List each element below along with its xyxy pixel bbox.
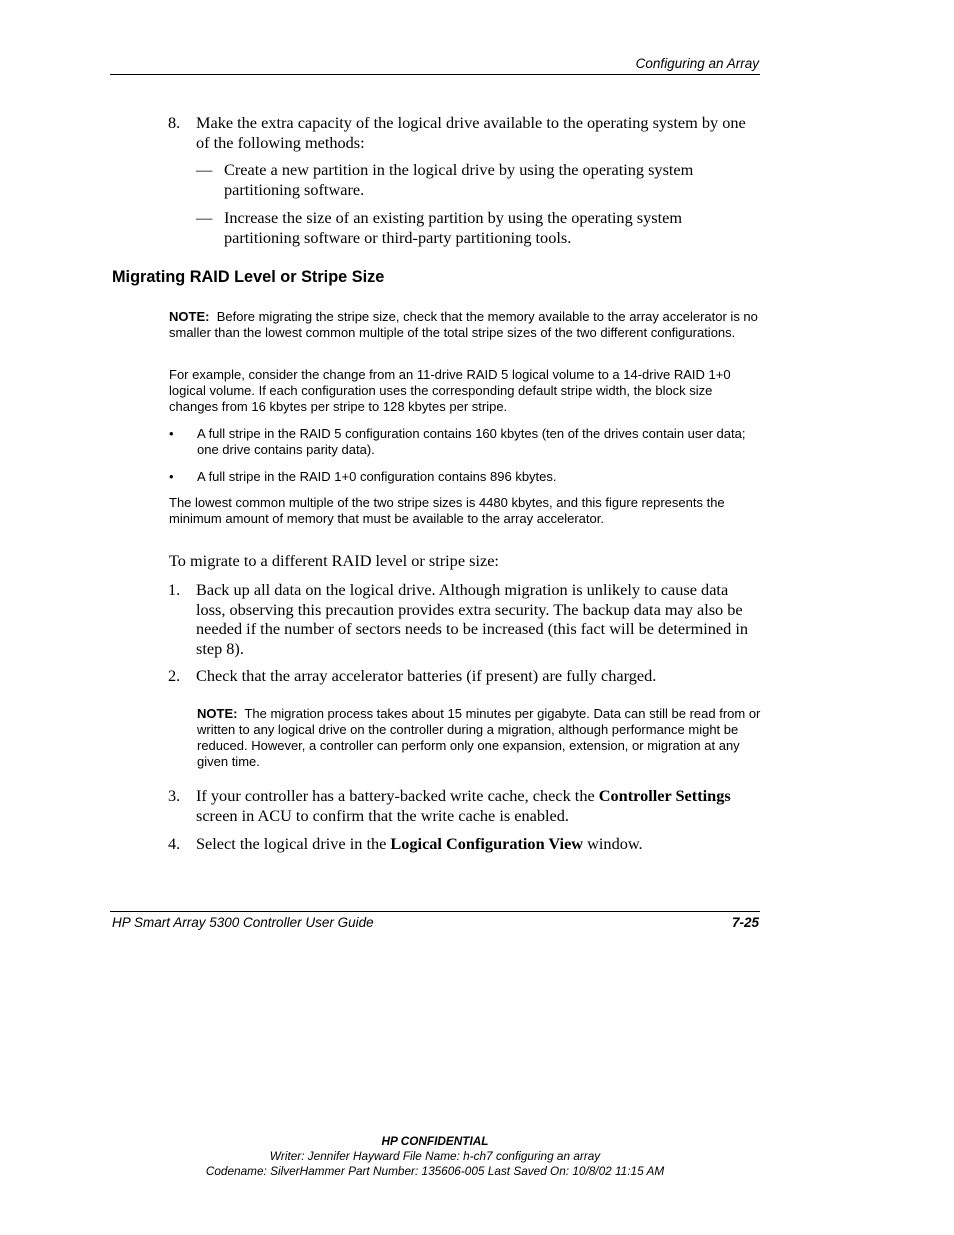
bullet-item — [169, 469, 761, 485]
ui-term-logical-configuration-view: Logical Configuration View — [390, 834, 584, 853]
bullet-marker: • — [169, 426, 174, 441]
step-4 — [168, 834, 758, 854]
step-number: 3. — [168, 786, 181, 805]
confidential-title: HP CONFIDENTIAL — [381, 1134, 489, 1148]
step-2 — [168, 666, 758, 686]
note-migration-time — [197, 706, 762, 770]
confidential-writer-line: Writer: Jennifer Hayward File Name: h-ch7 configuring an array — [269, 1149, 601, 1163]
example-paragraph: For example, consider the change from an 11-drive RAID 5 logical volume to a 14-drive RAID 1+0 logical volume. If each configuration uses the corresponding default stripe width, the block size changes from 16 kbytes per stripe to 128 kbytes per stripe. — [169, 367, 731, 414]
section-heading: Migrating RAID Level or Stripe Size — [112, 268, 385, 286]
bullet-item — [169, 426, 761, 458]
step-text-part: Select the logical drive in the — [196, 834, 391, 853]
method-option-2 — [196, 208, 756, 247]
step-number: 8. — [168, 113, 181, 132]
dash-marker: — — [196, 160, 213, 179]
method-text: Increase the size of an existing partition by using the operating system partitioning software or third-party partitioning tools. — [224, 208, 683, 247]
step-text — [196, 786, 758, 825]
step-text: Back up all data on the logical drive. Although migration is unlikely to cause data loss, observing this precaution provides extra security. The backup data may also be needed if the number of sectors needs to be increased (this fact will be determined in step 8). — [196, 580, 749, 658]
note-text: The migration process takes about 15 minutes per gigabyte. Data can still be read from or written to any logical drive on the controller during a migration, although performance might be reduced. However, a controller can perform only one expansion, extension, or migration at any given time. — [197, 706, 761, 769]
guide-title: HP Smart Array 5300 Controller User Guide — [112, 915, 374, 930]
running-header: Configuring an Array — [635, 56, 759, 71]
note-label: NOTE: — [169, 309, 210, 324]
procedure-intro: To migrate to a different RAID level or stripe size: — [169, 551, 499, 570]
bullet-marker: • — [169, 469, 174, 484]
note-text: Before migrating the stripe size, check that the memory available to the array accelerator is no smaller than the lowest common multiple of the total stripe sizes of the two different configurations. — [169, 309, 758, 340]
step-3 — [168, 786, 758, 825]
step-text: Make the extra capacity of the logical drive available to the operating system by one of the following methods: — [196, 113, 746, 152]
step-text — [196, 834, 758, 854]
step-text: Check that the array accelerator batteries (if present) are fully charged. — [196, 666, 657, 685]
step-text-part: screen in ACU to confirm that the write cache is enabled. — [196, 805, 569, 825]
step-number: 4. — [168, 834, 181, 853]
lcm-paragraph: The lowest common multiple of the two stripe sizes is 4480 kbytes, and this figure represents the minimum amount of memory that must be available to the array accelerator. — [169, 495, 725, 526]
step-text-part: If your controller has a battery-backed write cache, check the — [196, 786, 599, 805]
ui-term-controller-settings: Controller Settings — [598, 786, 731, 805]
step-text-part: window. — [583, 834, 643, 853]
note-label: NOTE: — [197, 706, 238, 721]
step-8 — [168, 113, 758, 152]
method-text: Create a new partition in the logical drive by using the operating system partitioning software. — [224, 160, 694, 199]
step-number: 2. — [168, 666, 181, 685]
dash-marker: — — [196, 208, 213, 227]
footer-rule — [110, 911, 760, 912]
note-stripe-size — [169, 309, 761, 341]
bullet-text: A full stripe in the RAID 5 configuration contains 160 kbytes (ten of the drives contain user data; one drive contains parity data). — [197, 426, 746, 457]
bullet-text: A full stripe in the RAID 1+0 configuration contains 896 kbytes. — [197, 469, 557, 484]
header-rule — [110, 74, 760, 75]
method-option-1 — [196, 160, 756, 199]
confidential-codename-line: Codename: SilverHammer Part Number: 135606-005 Last Saved On: 10/8/02 11:15 AM — [205, 1164, 665, 1178]
page-number: 7-25 — [731, 915, 759, 930]
step-number: 1. — [168, 580, 181, 599]
step-1 — [168, 580, 758, 658]
